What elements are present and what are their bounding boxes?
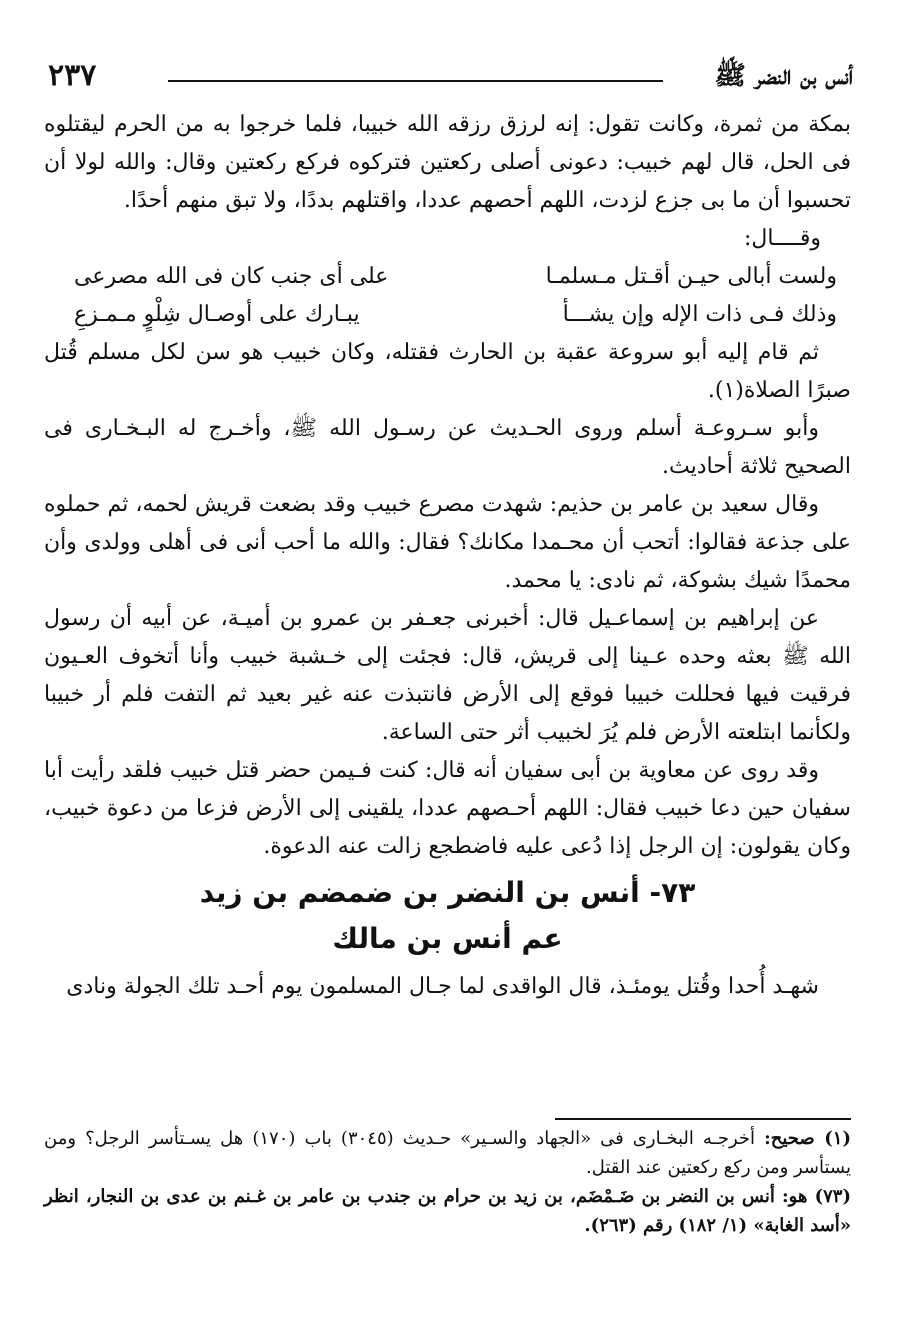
verse-hemistich-first: وذلك فـى ذات الإله وإن يشـــأ — [562, 302, 837, 327]
page-header — [48, 58, 853, 98]
paragraph: شهـد أُحدا وقُتل يومئـذ، قال الواقدى لما جـال المسلمون يوم أحـد تلك الجولة ونادى — [66, 974, 819, 999]
section-title: ٧٣- أنس بن النضر بن ضمضم بن زيد — [199, 876, 696, 909]
footnote — [44, 1182, 851, 1240]
verse-hemistich-second: يبـارك على أوصـال شِلْوٍ مـمـزعِ — [74, 302, 360, 327]
section-subtitle: عم أنس بن مالك — [332, 922, 563, 955]
verse-intro: وقــــال: — [743, 226, 821, 251]
running-title: أنس بن النضر ﷺ — [714, 61, 853, 91]
verse-hemistich-first: ولست أبالى حيـن أقـتل مـسلمـا — [545, 264, 837, 289]
footnote-text: أخرجـه البخـارى فى «الجهاد والسـير» حـديث (٣٠٤٥) باب (١٧٠) هل يسـتأسر الرجل؟ ومن يستأسر ومن ركع ركعتين عند القتل. — [44, 1128, 851, 1178]
footnote — [44, 1124, 851, 1182]
verse-line — [44, 296, 851, 334]
verse-hemistich-second: على أى جنب كان فى الله مصرعى — [74, 264, 389, 289]
paragraph: ثم قام إليه أبو سروعة عقبة بن الحارث فقتله، وكان خبيب هو سن لكل مسلم قُتل صبرًا الصلاة(١). — [44, 340, 851, 403]
page-number: ٢٣٧ — [48, 58, 97, 93]
paragraph: وقال سعيد بن عامر بن حذيم: شهدت مصرع خبيب وقد بضعت قريش لحمه، ثم حملوه على جذعة فقالوا: أتحب أن محـمدا مكانك؟ فقال: والله ما أحب أنى فى أهلى وولدى وأن محمدًا شيك بشوكة، ثم نادى: يا محمد. — [44, 492, 851, 593]
paragraph: وأبو سـروعـة أسلم وروى الحـديث عن رسـول الله ﷺ، وأخـرج له البـخـارى فى الصحيح ثلاثة أحاديث. — [44, 416, 851, 479]
paragraph: عن إبراهيم بن إسماعـيل قال: أخبرنى جعـفر بن عمرو بن أميـة، عن أبيه أن رسول الله ﷺ بعثه وحده عـينا إلى قريش، قال: فجئت إلى خـشبة خبيب وأنا أتخوف العـيون فرقيت فيها فحللت خبيبا فوقع إلى الأرض فانتبذت عنه غير بعيد ثم التفت فلم أر خبيبا ولكأنما ابتلعته الأرض فلم يُرَ لخبيب أثر حتى الساعة. — [44, 606, 851, 745]
verse-line — [44, 258, 851, 296]
header-rule — [168, 80, 663, 82]
footnote-label: (٧٣) هو: — [782, 1186, 851, 1207]
paragraph: وقد روى عن معاوية بن أبى سفيان أنه قال: كنت فـيمن حضر قتل خبيب فلقد رأيت أبا سفيان حين دعا خبيب فقال: اللهم أحـصهم عددا، يلقينى إلى الأرض فزعا من دعوة خبيب، وكان يقولون: إن الرجل إذا دُعى عليه فاضطجع زالت عنه الدعوة. — [44, 758, 851, 859]
main-text — [44, 106, 851, 1006]
paragraph: بمكة من ثمرة، وكانت تقول: إنه لرزق رزقه الله خبيبا، فلما خرجوا به من الحرم ليقتلوه فى الحل، قال لهم خبيب: دعونى أصلى ركعتين فتركوه فركع ركعتين وقال: والله لولا أن تحسبوا أن ما بى جزع لزدت، اللهم أحصهم عددا، واقتلهم بددًا، ولا تبق منهم أحدًا. — [44, 112, 851, 213]
footnote-label: (١) صحيح: — [764, 1128, 851, 1149]
footnotes — [44, 1124, 851, 1240]
footnote-text: أنس بن النضر بن ضَـمْضَم، بن زيد بن حرام بن جندب بن عامر بن غـنم بن عدى بن النجار، انظر «أسد الغابة» (١/ ١٨٢) رقم (٢٦٣). — [44, 1186, 851, 1236]
footnote-rule — [555, 1118, 851, 1120]
